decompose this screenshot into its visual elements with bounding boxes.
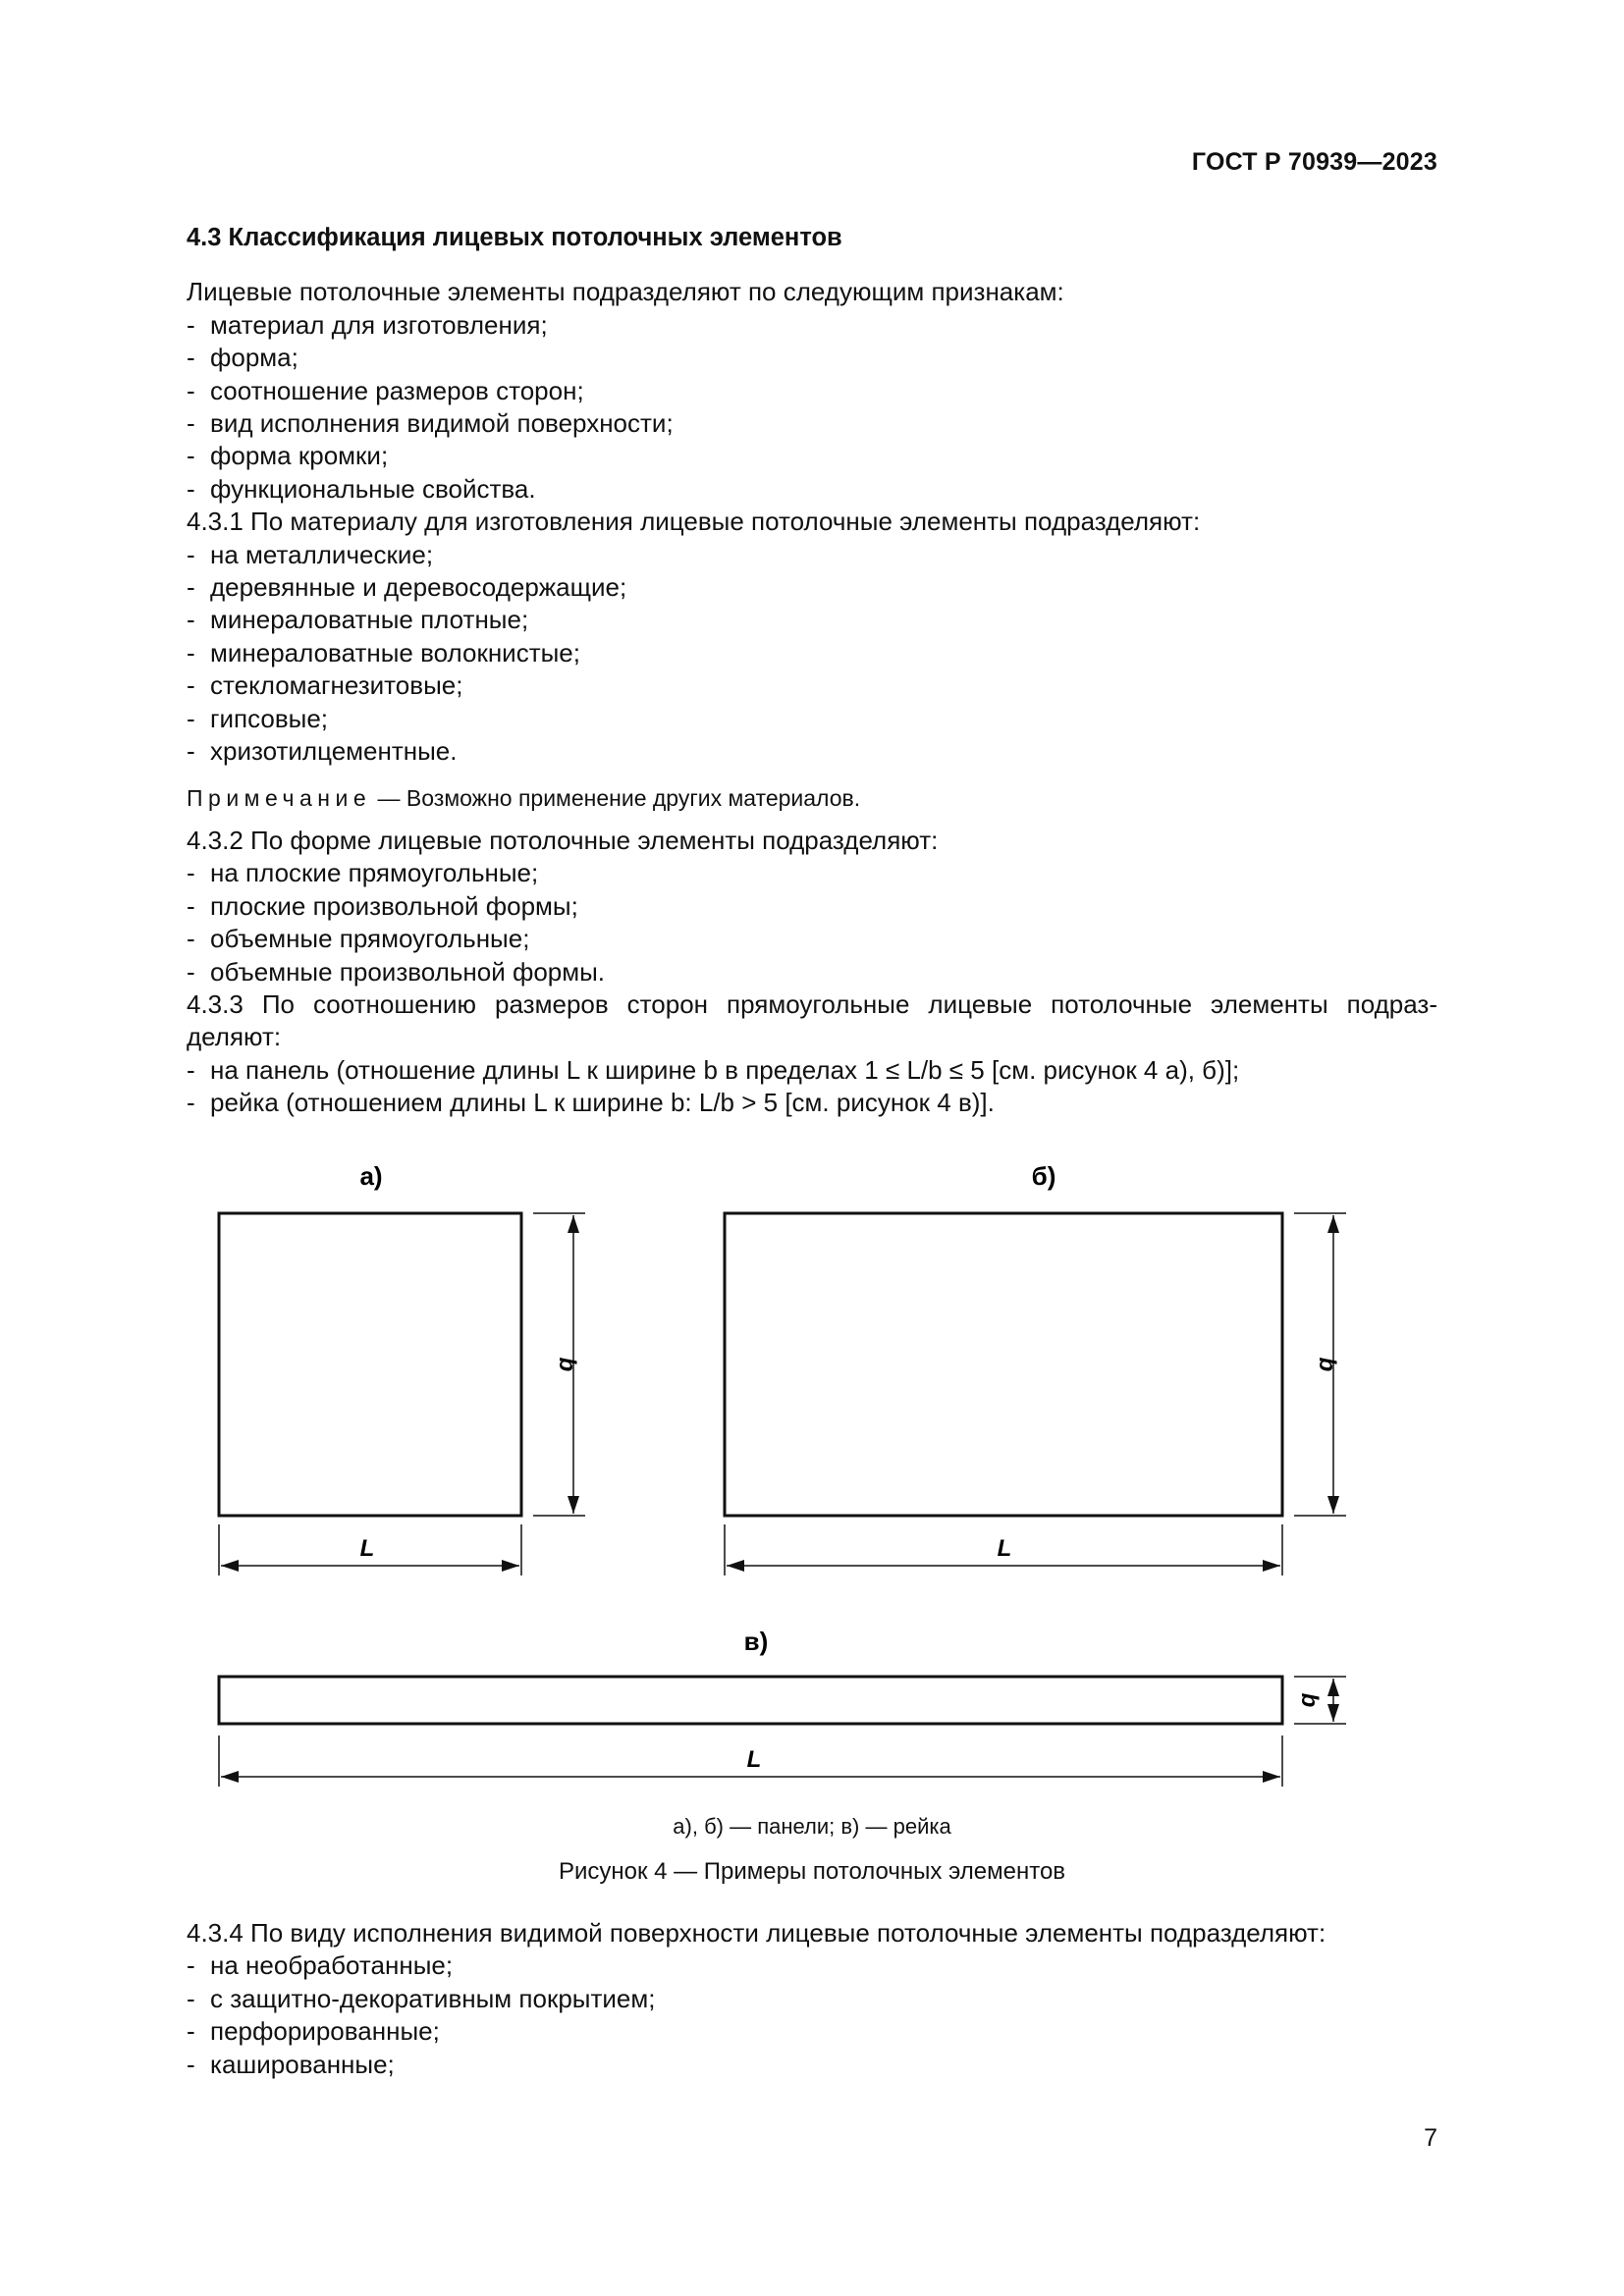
list-item: - минераловатные плотные; bbox=[187, 604, 1437, 636]
rail-c-label-l: L bbox=[746, 1746, 762, 1773]
list-item-panel: - на панель (отношение длины L к ширине b в пределах 1 ≤ L/b ≤ 5 [см. рисунок 4 а), б)]; bbox=[187, 1054, 1437, 1087]
list-item: - гипсовые; bbox=[187, 703, 1437, 735]
panel-a-rect bbox=[219, 1213, 521, 1516]
intro-paragraph: Лицевые потолочные элементы подразделяют по следующим признакам: bbox=[187, 277, 1064, 307]
list-item: - хризотилцементные. bbox=[187, 735, 1437, 768]
figure-label-a: а) bbox=[359, 1161, 383, 1191]
section-title: 4.3 Классификация лицевых потолочных элементов bbox=[187, 224, 842, 251]
list-item: - кашированные; bbox=[187, 2049, 1437, 2081]
criteria-list bbox=[187, 309, 1437, 506]
panel-b-label-b: b bbox=[1314, 1357, 1340, 1372]
rail-c-rect bbox=[219, 1677, 1282, 1724]
section-4-3-4 bbox=[187, 1917, 1437, 2081]
section-4-3 bbox=[187, 222, 1437, 1120]
paragraph-4-3-4: 4.3.4 По виду исполнения видимой поверхности лицевые потолочные элементы подразделяют: bbox=[187, 1918, 1326, 1948]
figure-caption: Рисунок 4 — Примеры потолочных элементов bbox=[558, 1858, 1066, 1885]
list-item: - на металлические; bbox=[187, 539, 1437, 571]
note-label: Примечание bbox=[187, 784, 372, 811]
paragraph-4-3-3 bbox=[116, 988, 1437, 1054]
list-item: - с защитно-декоративным покрытием; bbox=[187, 1983, 1437, 2015]
page-number: 7 bbox=[1424, 2124, 1437, 2152]
document-header: ГОСТ Р 70939—2023 bbox=[1191, 148, 1437, 176]
list-item: - плоские произвольной формы; bbox=[187, 890, 1437, 923]
list-item: - объемные прямоугольные; bbox=[187, 923, 1437, 955]
figure-subcaption: а), б) — панели; в) — рейка bbox=[673, 1814, 951, 1839]
list-item: - вид исполнения видимой поверхности; bbox=[187, 407, 1437, 440]
list-item: - деревянные и деревосодержащие; bbox=[187, 571, 1437, 604]
note-text: — Возможно применение других материалов. bbox=[371, 784, 861, 811]
panel-b-label-l: L bbox=[997, 1535, 1012, 1562]
list-item: - соотношение размеров сторон; bbox=[187, 375, 1437, 407]
list-item: - стекломагнезитовые; bbox=[187, 669, 1437, 702]
panel-a-label-l: L bbox=[359, 1535, 375, 1562]
materials-list bbox=[187, 539, 1437, 769]
ratio-list bbox=[187, 1054, 1437, 1120]
list-item: - объемные произвольной формы. bbox=[187, 956, 1437, 988]
paragraph-4-3-2: 4.3.2 По форме лицевые потолочные элементы подразделяют: bbox=[187, 825, 939, 855]
panel-a-label-b: b bbox=[554, 1357, 580, 1372]
list-item: - перфорированные; bbox=[187, 2015, 1437, 2048]
figure-label-c: в) bbox=[743, 1627, 769, 1656]
list-item: - форма; bbox=[187, 342, 1437, 374]
note bbox=[187, 782, 1437, 815]
list-item: - форма кромки; bbox=[187, 440, 1437, 472]
figure-label-b: б) bbox=[1031, 1161, 1056, 1191]
list-item: - материал для изготовления; bbox=[187, 309, 1437, 342]
list-item: - на необработанные; bbox=[187, 1949, 1437, 1982]
rail-c-label-b: b bbox=[1296, 1692, 1323, 1708]
surfaces-list bbox=[187, 1949, 1437, 2081]
list-item: - на плоские прямоугольные; bbox=[187, 857, 1437, 889]
list-item: - функциональные свойства. bbox=[187, 473, 1437, 506]
paragraph-4-3-1: 4.3.1 По материалу для изготовления лицевые потолочные элементы подразделяют: bbox=[187, 507, 1201, 537]
shapes-list bbox=[187, 857, 1437, 988]
paragraph-4-3-3-line2: деляют: bbox=[187, 1022, 282, 1052]
paragraph-4-3-3-line1: 4.3.3 По соотношению размеров сторон прямоугольные лицевые потолочные элементы подраз- bbox=[187, 988, 1437, 1019]
panel-b-rect bbox=[725, 1213, 1282, 1516]
list-item-rail: - рейка (отношением длины L к ширине b: L/b > 5 [см. рисунок 4 в)]. bbox=[187, 1087, 1437, 1119]
list-item: - минераловатные волокнистые; bbox=[187, 637, 1437, 669]
